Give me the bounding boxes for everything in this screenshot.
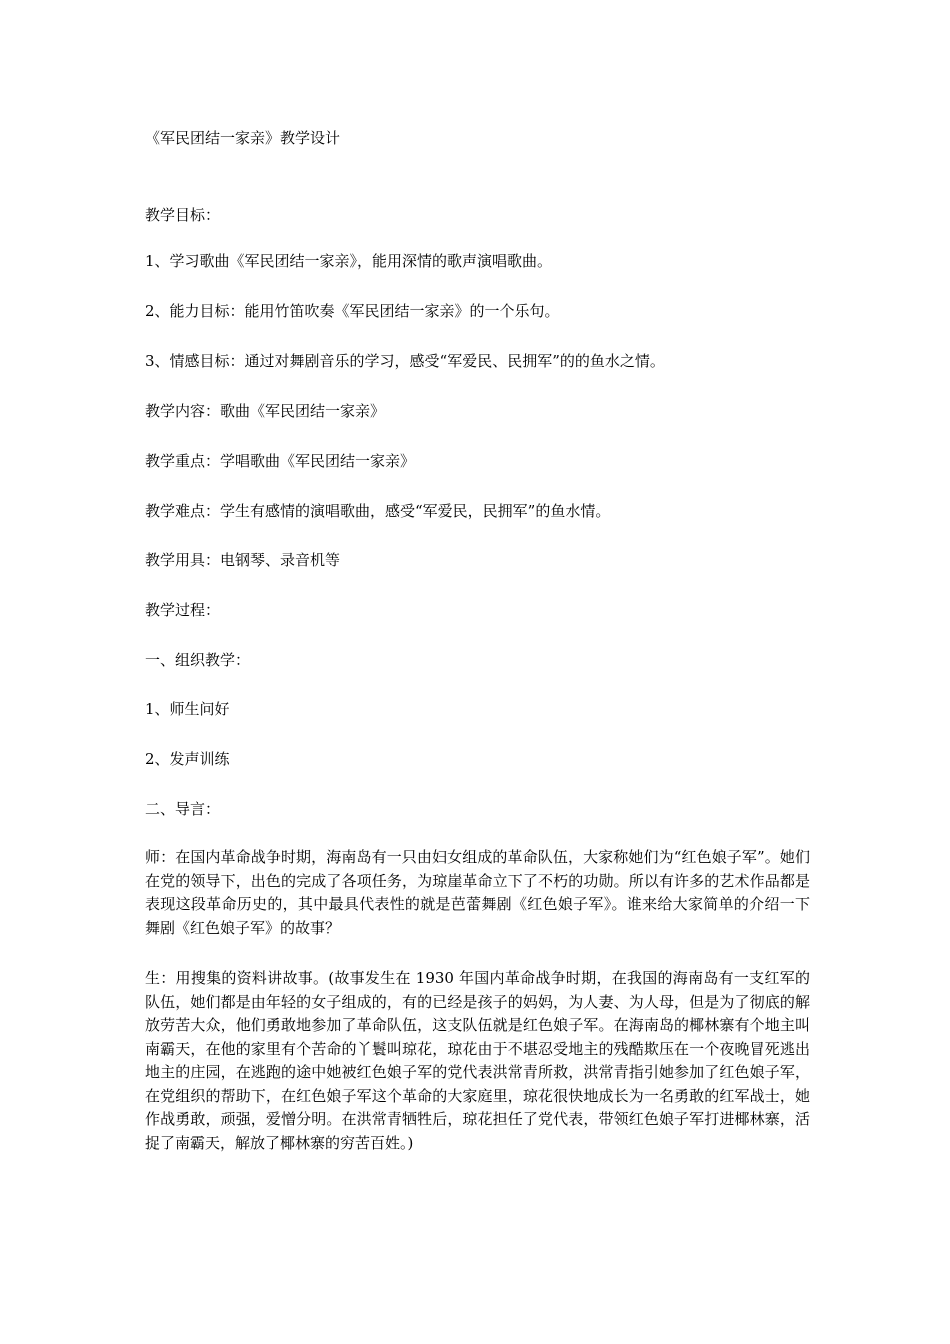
teaching-difficulty: 教学难点：学生有感情的演唱歌曲，感受“军爱民，民拥军”的鱼水情。	[145, 502, 611, 520]
student-paragraph: 生：用搜集的资料讲故事。(故事发生在 1930 年国内革命战争时期，在我国的海南岛有一支红军的队伍，她们都是由年轻的女子组成的，有的已经是孩子的妈妈，为人妻、为人母，但是为了彻底的解放劳苦大众，他们勇敢地参加了革命队伍，这支队伍就是红色娘子军。在海南岛的椰林寨有个地主叫南霸天，在他的家里有个苦命的丫鬟叫琼花，琼花由于不堪忍受地主的残酷欺压在一个夜晚冒死逃出地主的庄园，在逃跑的途中她被红色娘子军的党代表洪常青所救，洪常青指引她参加了红色娘子军，在党组织的帮助下，在红色娘子军这个革命的大家庭里，琼花很快地成长为一名勇敢的红军战士，她作战勇敢，顽强，爱憎分明。在洪常青牺牲后，琼花担任了党代表，带领红色娘子军打进椰林寨，活捉了南霸天，解放了椰林寨的穷苦百姓。)	[145, 969, 810, 1152]
teacher-paragraph: 师：在国内革命战争时期，海南岛有一只由妇女组成的革命队伍，大家称她们为“红色娘子军”。她们在党的领导下，出色的完成了各项任务，为琼崖革命立下了不朽的功勋。所以有许多的艺术作品都是表现这段革命历史的，其中最具代表性的就是芭蕾舞剧《红色娘子军》。谁来给大家简单的介绍一下舞剧《红色娘子军》的故事？	[145, 848, 810, 937]
objective-3: 3、情感目标：通过对舞剧音乐的学习，感受“军爱民、民拥军”的的鱼水之情。	[145, 352, 665, 370]
process-heading: 教学过程：	[145, 601, 221, 619]
objectives-heading: 教学目标：	[145, 206, 221, 224]
section-2-heading: 二、导言：	[145, 800, 221, 818]
step-2: 2、发声训练	[145, 750, 230, 768]
teaching-tools: 教学用具：电钢琴、录音机等	[145, 551, 341, 569]
section-1-heading: 一、组织教学：	[145, 651, 251, 669]
teaching-content: 教学内容：歌曲《军民团结一家亲》	[145, 402, 386, 420]
document-title: 《军民团结一家亲》教学设计	[145, 129, 341, 147]
objective-2: 2、能力目标：能用竹笛吹奏《军民团结一家亲》的一个乐句。	[145, 302, 560, 320]
step-1: 1、师生问好	[145, 700, 230, 718]
objective-1: 1、学习歌曲《军民团结一家亲》，能用深情的歌声演唱歌曲。	[145, 252, 553, 270]
teaching-key-point: 教学重点：学唱歌曲《军民团结一家亲》	[145, 452, 416, 470]
